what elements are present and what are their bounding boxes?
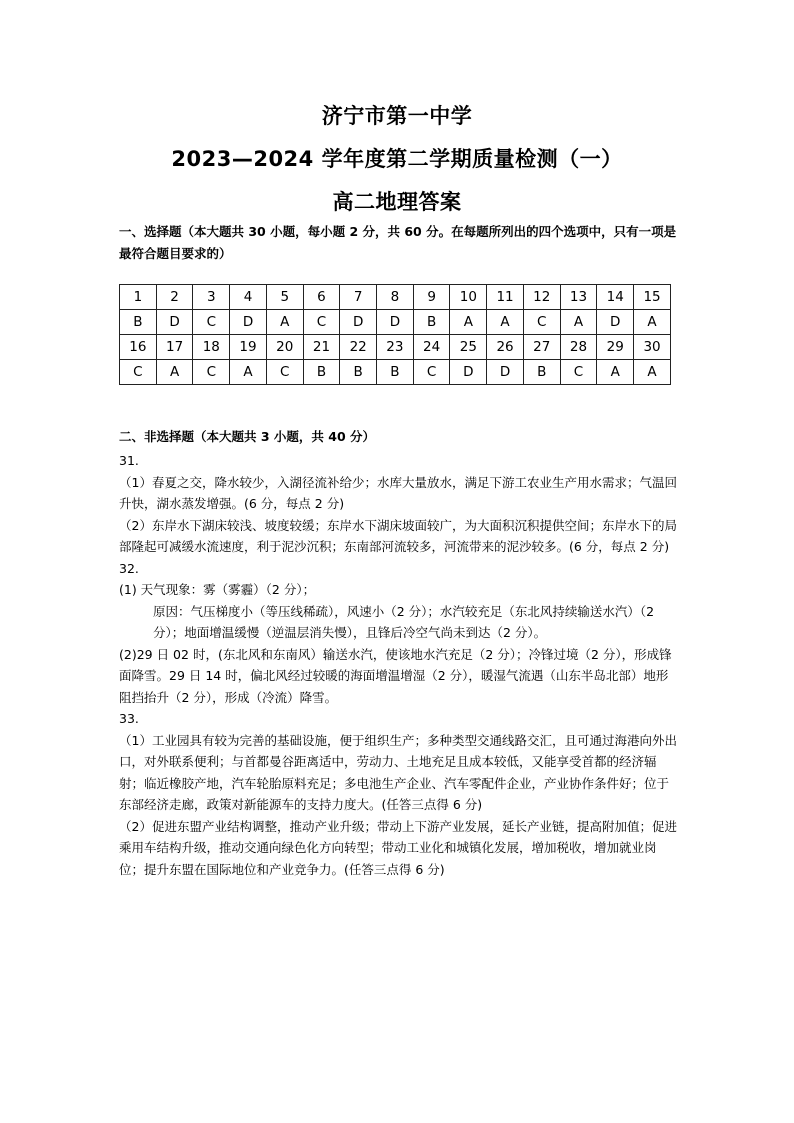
answer-key-row xyxy=(120,310,671,335)
answer-cell: C xyxy=(193,360,230,385)
question-number-cell: 17 xyxy=(156,335,193,360)
q32-part2: (2)29 日 02 时，(东北风和东南风）输送水汽，使该地水汽充足（2 分）；冷锋过境（2 分），形成锋面降雪。29 日 14 时，偏北风经过较暖的海面增温增湿（2 分），暖湿气流遇（山东半岛北部）地形阻挡抬升（2 分），形成（冷流）降雪。 xyxy=(119,646,672,705)
answer-cell: C xyxy=(413,360,450,385)
question-number-cell: 3 xyxy=(193,285,230,310)
question-number-cell: 13 xyxy=(560,285,597,310)
answer-key-row xyxy=(120,360,671,385)
question-number-cell: 14 xyxy=(597,285,634,310)
answer-cell: A xyxy=(450,310,487,335)
question-number-cell: 7 xyxy=(340,285,377,310)
question-number-cell: 25 xyxy=(450,335,487,360)
q33-part2: （2）促进东盟产业结构调整，推动产业升级；带动上下游产业发展，延长产业链，提高附加值；促进乘用车结构升级，推动交通向绿色化方向转型；带动工业化和城镇化发展，增加税收，增加就业岗位；提升东盟在国际地位和产业竞争力。(任答三点得 6 分) xyxy=(119,818,677,877)
question-number-cell: 22 xyxy=(340,335,377,360)
answer-cell: D xyxy=(450,360,487,385)
answer-cell: A xyxy=(487,310,524,335)
question-number-cell: 16 xyxy=(120,335,157,360)
answer-cell: A xyxy=(156,360,193,385)
question-number-cell: 2 xyxy=(156,285,193,310)
question-number-cell: 5 xyxy=(266,285,303,310)
answer-cell: B xyxy=(523,360,560,385)
answer-cell: A xyxy=(560,310,597,335)
question-number-cell: 21 xyxy=(303,335,340,360)
question-number-cell: 6 xyxy=(303,285,340,310)
q31-part1: （1）春夏之交，降水较少，入湖径流补给少；水库大量放水，满足下游工农业生产用水需求；气温回升快，湖水蒸发增强。(6 分，每点 2 分) xyxy=(119,474,677,511)
answer-cell: A xyxy=(230,360,267,385)
answer-cell: D xyxy=(377,310,414,335)
section1-heading: 一、选择题（本大题共 30 小题，每小题 2 分，共 60 分。在每题所列出的四个选项中，只有一项是最符合题目要求的） xyxy=(119,224,677,261)
answer-cell: B xyxy=(413,310,450,335)
question-number-row xyxy=(120,285,671,310)
answer-cell: A xyxy=(266,310,303,335)
question-number-cell: 23 xyxy=(377,335,414,360)
question-number-cell: 19 xyxy=(230,335,267,360)
answer-cell: B xyxy=(303,360,340,385)
question-number-cell: 27 xyxy=(523,335,560,360)
question-number-cell: 1 xyxy=(120,285,157,310)
q32-number: 32. xyxy=(119,560,139,576)
school-title: 济宁市第一中学 xyxy=(321,104,473,128)
q31-number: 31. xyxy=(119,453,139,468)
answer-cell: C xyxy=(193,310,230,335)
question-number-cell: 18 xyxy=(193,335,230,360)
subject-title: 高二地理答案 xyxy=(332,190,462,214)
q31-part2: （2）东岸水下湖床较浅、坡度较缓；东岸水下湖床坡面较广，为大面积沉积提供空间；东岸水下的局部隆起可减缓水流速度，利于泥沙沉积；东南部河流较多，河流带来的泥沙较多。(6 分，每点 2 分) xyxy=(119,517,677,554)
question-number-cell: 20 xyxy=(266,335,303,360)
question-number-cell: 12 xyxy=(523,285,560,310)
answer-cell: D xyxy=(230,310,267,335)
answer-cell: B xyxy=(340,360,377,385)
question-number-cell: 4 xyxy=(230,285,267,310)
question-number-cell: 10 xyxy=(450,285,487,310)
answer-cell: B xyxy=(120,310,157,335)
answer-cell: D xyxy=(340,310,377,335)
question-number-cell: 24 xyxy=(413,335,450,360)
answer-table xyxy=(119,284,671,385)
question-number-cell: 29 xyxy=(597,335,634,360)
answer-cell: A xyxy=(634,360,671,385)
question-number-cell: 9 xyxy=(413,285,450,310)
answer-cell: A xyxy=(597,360,634,385)
answer-cell: A xyxy=(634,310,671,335)
answer-cell: B xyxy=(377,360,414,385)
question-number-cell: 15 xyxy=(634,285,671,310)
exam-title: 2023—2024 学年度第二学期质量检测（一） xyxy=(171,147,623,171)
question-number-cell: 8 xyxy=(377,285,414,310)
free-response-answers xyxy=(119,450,677,880)
q33-part1: （1）工业园具有较为完善的基础设施，便于组织生产；多种类型交通线路交汇，且可通过海港向外出口，对外联系便利；与首都曼谷距离适中，劳动力、土地充足且成本较低，又能享受首都的经济辐射；临近橡胶产地，汽车轮胎原料充足；多电池生产企业、汽车零配件企业，产业协作条件好；位于东部经济走廊，政策对新能源车的支持力度大。(任答三点得 6 分) xyxy=(119,732,677,812)
q33-number: 33. xyxy=(119,711,139,726)
q32-part1-reason: 原因：气压梯度小（等压线稀疏），风速小（2 分）；水汽较充足（东北风持续输送水汽）（2 分）；地面增温缓慢（逆温层消失慢），且锋后冷空气尚未到达（2 分）。 xyxy=(153,603,655,640)
question-number-cell: 28 xyxy=(560,335,597,360)
question-number-cell: 11 xyxy=(487,285,524,310)
answer-cell: C xyxy=(120,360,157,385)
answer-cell: D xyxy=(156,310,193,335)
question-number-cell: 26 xyxy=(487,335,524,360)
answer-cell: C xyxy=(266,360,303,385)
q32-part1: (1) 天气现象：雾（雾霾）（2 分）； xyxy=(119,582,316,597)
answer-cell: C xyxy=(303,310,340,335)
answer-cell: D xyxy=(597,310,634,335)
question-number-cell: 30 xyxy=(634,335,671,360)
answer-cell: C xyxy=(523,310,560,335)
answer-cell: D xyxy=(487,360,524,385)
answer-cell: C xyxy=(560,360,597,385)
question-number-row xyxy=(120,335,671,360)
section2-heading: 二、非选择题（本大题共 3 小题，共 40 分） xyxy=(119,429,376,444)
